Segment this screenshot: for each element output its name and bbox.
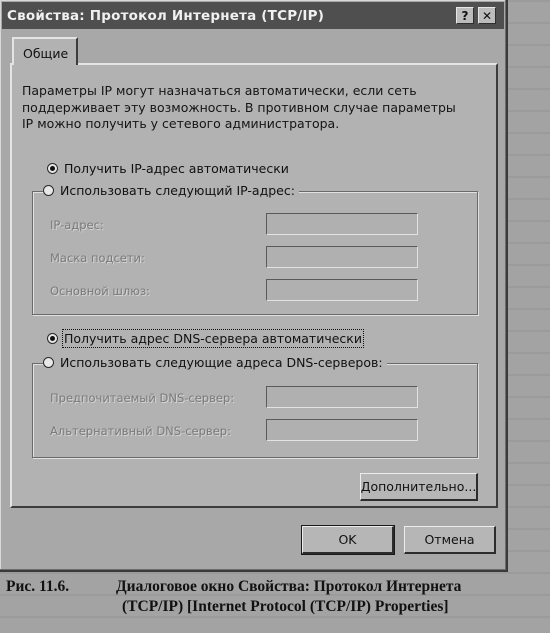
preferred-dns-field[interactable] bbox=[266, 386, 418, 408]
ip-address-label: IP-адрес: bbox=[50, 218, 104, 232]
dns-auto-label: Получить адрес DNS-сервера автоматически bbox=[64, 331, 362, 346]
default-gateway-field[interactable] bbox=[266, 279, 418, 301]
ip-manual-radio[interactable] bbox=[43, 185, 54, 196]
dns-manual-label: Использовать следующие адреса DNS-серверов: bbox=[60, 355, 383, 370]
tab-general[interactable] bbox=[12, 37, 78, 65]
ok-button[interactable]: OK bbox=[302, 526, 394, 554]
dns-manual-option[interactable] bbox=[43, 355, 387, 370]
help-button[interactable]: ? bbox=[456, 7, 474, 24]
caption-line-2: (TCP/IP) [Internet Protocol (TCP/IP) Properties] bbox=[122, 598, 449, 615]
alternate-dns-field[interactable] bbox=[266, 419, 418, 441]
ip-manual-option[interactable] bbox=[43, 183, 299, 198]
dns-manual-radio[interactable] bbox=[43, 357, 54, 368]
window-title: Свойства: Протокол Интернета (TCP/IP) bbox=[7, 7, 325, 24]
close-button[interactable] bbox=[478, 7, 496, 24]
default-gateway-label: Основной шлюз: bbox=[50, 284, 150, 298]
tab-general-label: Общие bbox=[23, 46, 69, 61]
alternate-dns-label: Альтернативный DNS-сервер: bbox=[50, 424, 231, 438]
caption-line-1: Диалоговое окно Свойства: Протокол Интернета bbox=[116, 578, 462, 595]
ip-auto-label: Получить IP-адрес автоматически bbox=[64, 161, 289, 176]
ip-auto-option[interactable] bbox=[47, 161, 293, 176]
figure-caption bbox=[6, 577, 546, 617]
dns-auto-radio[interactable] bbox=[47, 333, 58, 344]
dns-auto-option[interactable] bbox=[47, 331, 366, 346]
preferred-dns-label: Предпочитаемый DNS-сервер: bbox=[50, 391, 235, 405]
cancel-button[interactable]: Отмена bbox=[404, 526, 496, 554]
description-text: Параметры IP могут назначаться автоматически, если сеть поддерживает эту возможность. В противном случае параметры IP можно получить у сетевого администратора. bbox=[22, 83, 456, 131]
ip-address-field[interactable] bbox=[266, 213, 418, 235]
subnet-mask-label: Маска подсети: bbox=[50, 251, 145, 265]
close-icon: ✕ bbox=[481, 8, 493, 23]
figure-number: Рис. 11.6. bbox=[6, 578, 70, 595]
title-bar[interactable] bbox=[2, 2, 504, 29]
ip-auto-radio[interactable] bbox=[47, 163, 58, 174]
dns-manual-group bbox=[32, 363, 478, 458]
subnet-mask-field[interactable] bbox=[266, 246, 418, 268]
ip-manual-label: Использовать следующий IP-адрес: bbox=[60, 183, 295, 198]
advanced-button[interactable]: Дополнительно... bbox=[360, 473, 478, 501]
